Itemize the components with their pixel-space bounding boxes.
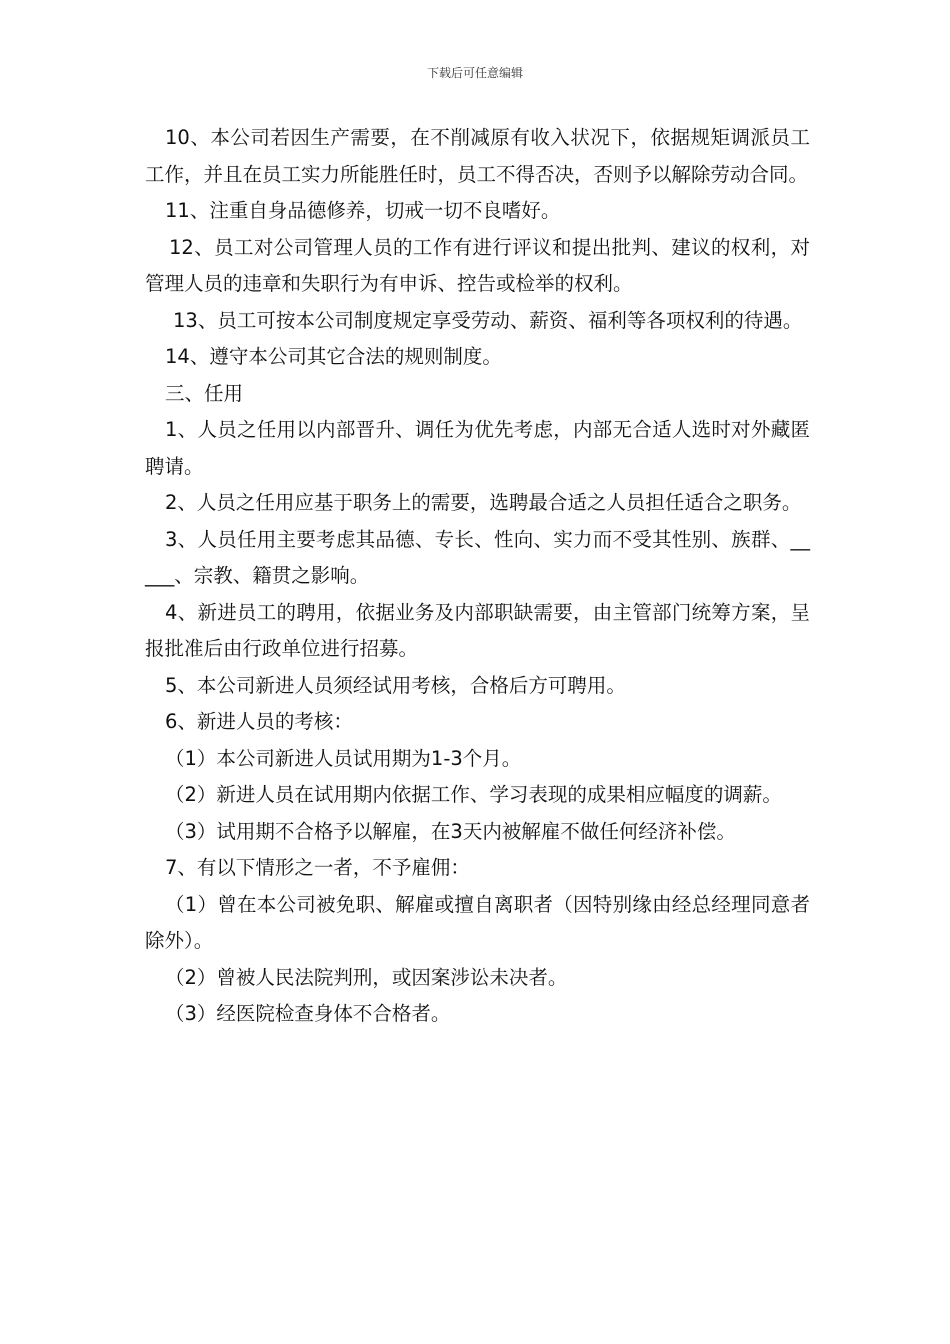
paragraph-10: 10、本公司若因生产需要，在不削减原有收入状况下，依据规矩调派员工工作，并且在员工实力所能胜任时，员工不得否决，否则予以解除劳动合同。 — [145, 126, 810, 186]
document-body — [145, 120, 810, 1033]
paragraph-12: 12、员工对公司管理人员的工作有进行评议和提出批判、建议的权利，对管理人员的违章和失职行为有申诉、控告或检举的权利。 — [145, 235, 810, 295]
appointment-item-7: 7、有以下情形之一者，不予雇佣： — [165, 856, 470, 879]
probation-item-3: （3）试用期不合格予以解雇，在3天内被解雇不做任何经济补偿。 — [165, 819, 736, 843]
appointment-item-5: 5、本公司新进人员须经试用考核，合格后方可聘用。 — [165, 673, 626, 697]
probation-item-1: （1）本公司新进人员试用期为1-3个月。 — [165, 746, 522, 770]
exclusion-item-3: （3）经医院检查身体不合格者。 — [165, 1002, 451, 1025]
probation-item-2: （2）新进人员在试用期内依据工作、学习表现的成果相应幅度的调薪。 — [165, 783, 782, 806]
page-header: 下载后可任意编辑 — [426, 66, 523, 80]
appointment-item-3: 3、人员任用主要考虑其品德、专长、性向、实力而不受其性别、族群、_____、宗教、籍贯之影响。 — [145, 527, 810, 587]
appointment-item-2: 2、人员之任用应基于职务上的需要，选聘最合适之人员担任适合之职务。 — [165, 491, 802, 514]
paragraph-13: 13、员工可按本公司制度规定享受劳动、薪资、福利等各项权利的待遇。 — [173, 308, 803, 332]
paragraph-14: 14、遵守本公司其它合法的规则制度。 — [165, 345, 502, 368]
appointment-item-6: 6、新进人员的考核： — [165, 710, 353, 733]
exclusion-item-1: （1）曾在本公司被免职、解雇或擅自离职者（因特别缘由经总经理同意者除外）。 — [145, 892, 810, 952]
appointment-item-1: 1、人员之任用以内部晋升、调任为优先考虑，内部无合适人选时对外藏匿聘请。 — [145, 418, 810, 478]
exclusion-item-2: （2）曾被人民法院判刑，或因案涉讼未决者。 — [165, 965, 568, 989]
paragraph-11: 11、注重自身品德修养，切戒一切不良嗜好。 — [165, 199, 561, 222]
section-heading-appointment: 三、任用 — [165, 381, 244, 405]
appointment-item-4: 4、新进员工的聘用，依据业务及内部职缺需要，由主管部门统筹方案，呈报批准后由行政单位进行招募。 — [145, 600, 810, 660]
